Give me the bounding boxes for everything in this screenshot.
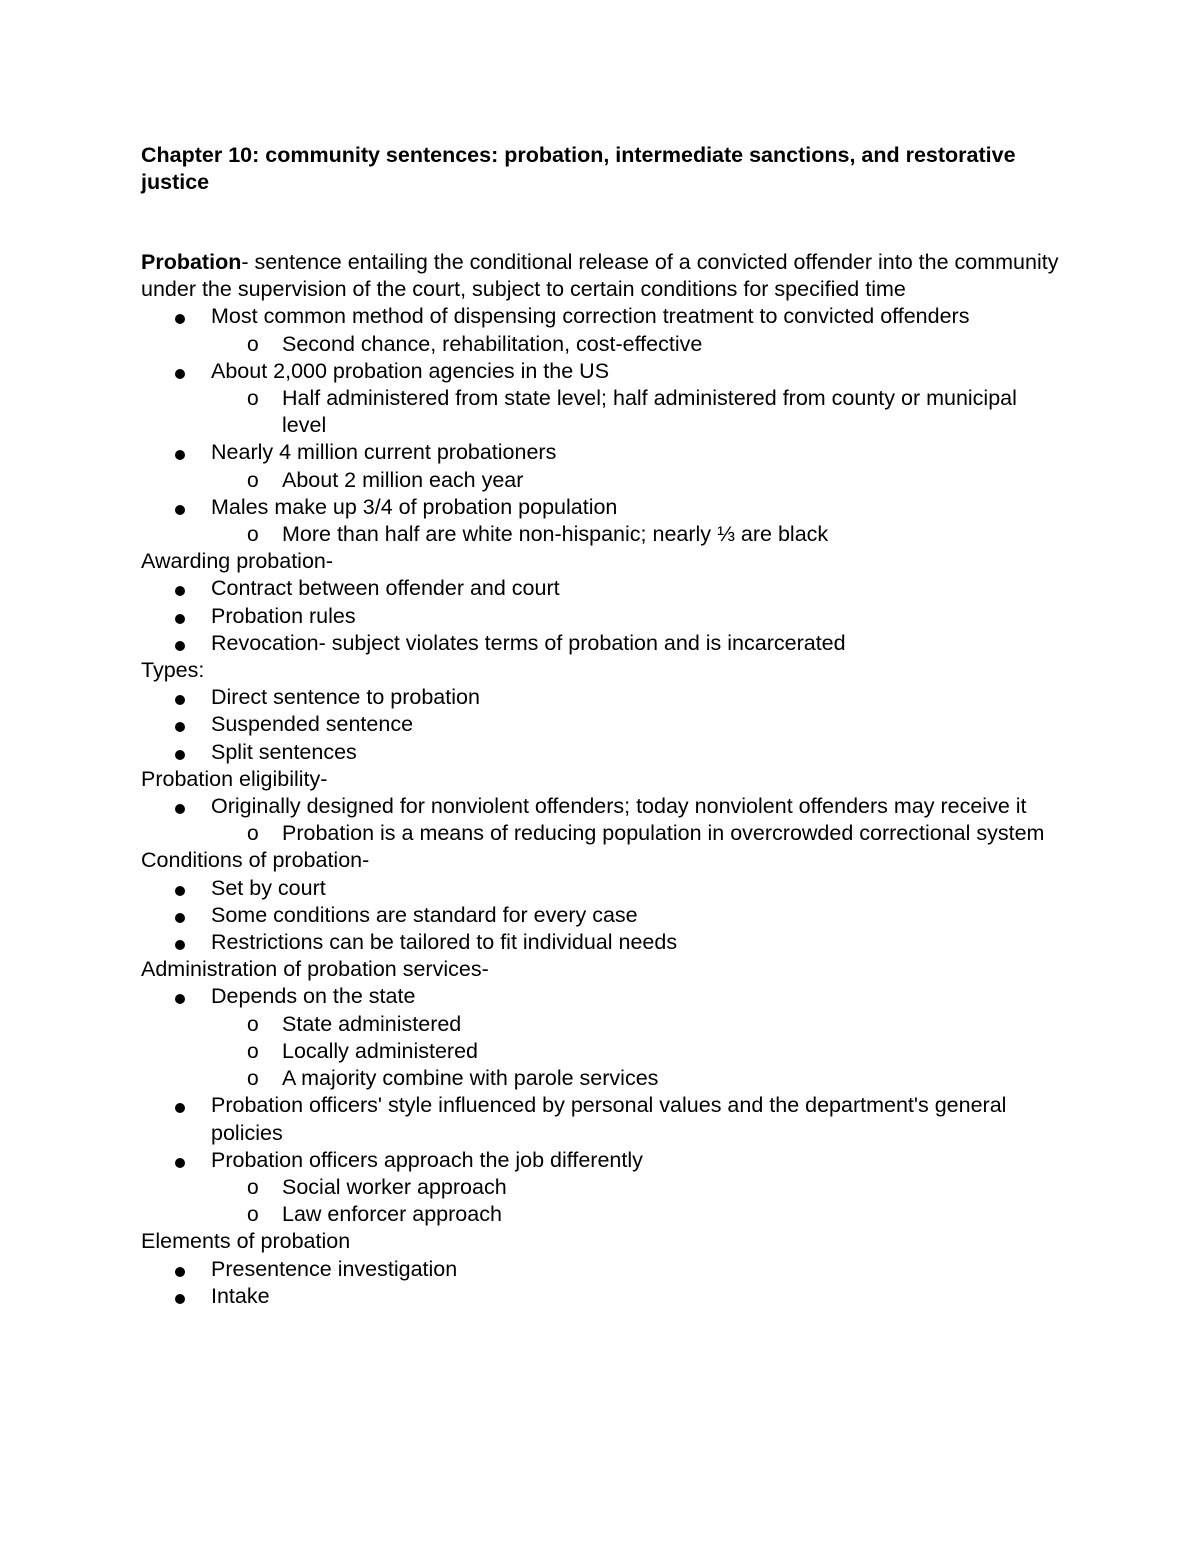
bullet-item [141,1147,1061,1174]
bullet-text: Set by court [211,875,326,900]
bullet-text: Presentence investigation [211,1256,458,1281]
bullet-item [141,684,1061,711]
sub-bullet-item [141,385,1061,439]
sub-bullet-item [141,1201,1061,1228]
section-heading: Types: [141,658,205,683]
bullet-item [141,1092,1061,1146]
probation-definition [141,249,1061,303]
sub-bullet-text: More than half are white non-hispanic; nearly ⅓ are black [282,522,829,547]
bullet-text: Direct sentence to probation [211,685,480,710]
bullet-item [141,1256,1061,1283]
bullet-text: Some conditions are standard for every case [211,902,638,927]
sub-bullet-marker: o [247,1067,259,1091]
sub-bullet-item [141,1038,1061,1065]
bullet-item [141,902,1061,929]
bullet-marker [175,1103,185,1113]
sub-bullet-marker: o [247,387,259,411]
bullet-text: Depends on the state [211,984,416,1009]
bullet-text: Originally designed for nonviolent offenders; today nonviolent offenders may receive it [211,794,1027,819]
bullet-item [141,793,1061,820]
bullet-text: Intake [211,1283,270,1308]
bullet-text: Probation rules [211,603,356,628]
sub-bullet-text: Probation is a means of reducing population in overcrowded correctional system [282,821,1045,846]
bullet-marker [175,750,185,760]
sub-bullet-text: A majority combine with parole services [282,1066,659,1091]
bullet-text: Suspended sentence [211,712,414,737]
section-heading: Probation eligibility- [141,766,328,791]
sub-bullet-text: Locally administered [282,1038,478,1063]
sub-bullet-text: Social worker approach [282,1174,507,1199]
bullet-marker [175,586,185,596]
bullet-marker [175,1267,185,1277]
bullet-text: About 2,000 probation agencies in the US [211,358,610,383]
section-heading: Awarding probation- [141,549,334,574]
sub-bullet-item [141,1011,1061,1038]
bullet-marker [175,1158,185,1168]
bullet-item [141,983,1061,1010]
bullet-item [141,575,1061,602]
bullet-text: Probation officers' style influenced by personal values and the department's general policies [211,1093,1007,1145]
bullet-text: Most common method of dispensing correction treatment to convicted offenders [211,304,970,329]
sub-bullet-item [141,331,1061,358]
sub-bullet-marker: o [247,332,259,356]
bullet-item [141,875,1061,902]
bullet-marker [175,450,185,460]
sub-bullet-marker: o [247,1175,259,1199]
bullet-marker [175,1294,185,1304]
bullet-text: Split sentences [211,739,357,764]
sub-bullet-marker: o [247,1203,259,1227]
section-heading: Administration of probation services- [141,957,489,982]
document-body [141,249,1061,1310]
bullet-text: Restrictions can be tailored to fit individual needs [211,930,678,955]
bullet-item [141,439,1061,466]
bullet-marker [175,369,185,379]
bullet-item [141,739,1061,766]
definition-term: Probation [141,250,242,274]
sub-bullet-item [141,467,1061,494]
sub-bullet-marker: o [247,468,259,492]
sub-bullet-item [141,521,1061,548]
bullet-text: Males make up 3/4 of probation population [211,494,618,519]
sub-bullet-text: State administered [282,1011,462,1036]
bullet-item [141,303,1061,330]
bullet-item [141,603,1061,630]
bullet-marker [175,913,185,923]
bullet-item [141,358,1061,385]
sub-bullet-text: Second chance, rehabilitation, cost-effective [282,331,703,356]
sub-bullet-item [141,820,1061,847]
section-heading: Elements of probation [141,1229,351,1254]
sub-bullet-text: Law enforcer approach [282,1202,502,1227]
bullet-marker [175,940,185,950]
chapter-title: Chapter 10: community sentences: probation, intermediate sanctions, and restorative justice [141,143,1016,194]
bullet-marker [175,314,185,324]
bullet-text: Probation officers approach the job differently [211,1147,643,1172]
bullet-marker [175,614,185,624]
bullet-marker [175,695,185,705]
bullet-item [141,929,1061,956]
bullet-marker [175,722,185,732]
sub-bullet-text: Half administered from state level; half administered from county or municipal level [282,386,1017,438]
bullet-item [141,630,1061,657]
sub-bullet-item [141,1174,1061,1201]
sub-bullet-marker: o [247,1039,259,1063]
sub-bullet-item [141,1065,1061,1092]
bullet-marker [175,505,185,515]
bullet-item [141,1283,1061,1310]
bullet-marker [175,804,185,814]
section-heading: Conditions of probation- [141,848,370,873]
sub-bullet-text: About 2 million each year [282,467,524,492]
bullet-text: Nearly 4 million current probationers [211,440,557,465]
bullet-item [141,494,1061,521]
bullet-marker [175,886,185,896]
bullet-item [141,711,1061,738]
bullet-marker [175,641,185,651]
sub-bullet-marker: o [247,523,259,547]
bullet-text: Contract between offender and court [211,576,560,601]
bullet-text: Revocation- subject violates terms of probation and is incarcerated [211,630,846,655]
definition-text: - sentence entailing the conditional release of a convicted offender into the community under the supervision of the court, subject to certain conditions for specified time [141,250,1059,302]
bullet-marker [175,994,185,1004]
sub-bullet-marker: o [247,822,259,846]
sub-bullet-marker: o [247,1012,259,1036]
